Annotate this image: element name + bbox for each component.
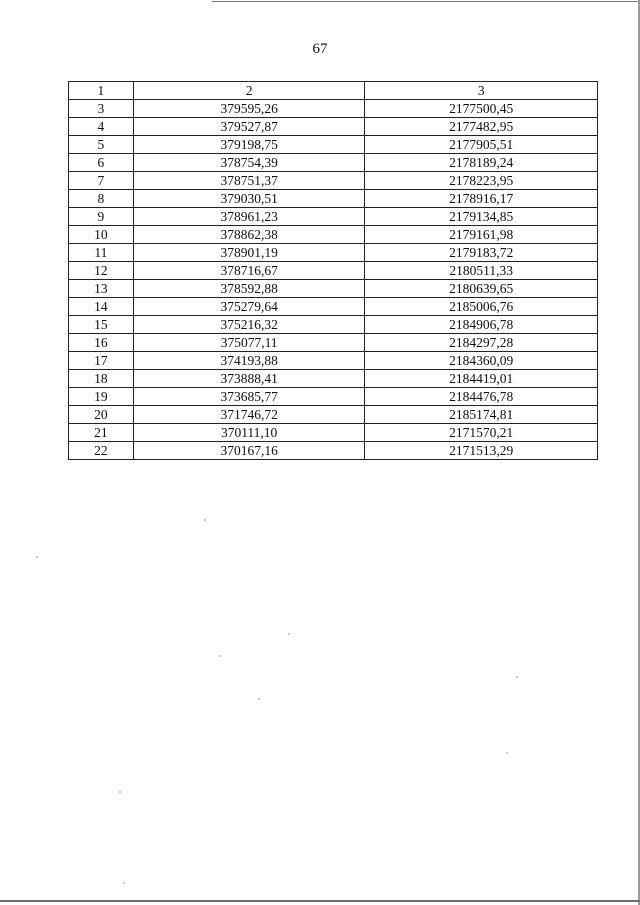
cell-y: 2179161,98	[365, 226, 598, 244]
table-header-row	[69, 82, 598, 100]
cell-point: 22	[69, 442, 134, 460]
table-row	[69, 370, 598, 388]
table-row	[69, 262, 598, 280]
cell-x: 375216,32	[133, 316, 365, 334]
cell-x: 370167,16	[133, 442, 365, 460]
cell-point: 12	[69, 262, 134, 280]
cell-y: 2184297,28	[365, 334, 598, 352]
cell-y: 2180511,33	[365, 262, 598, 280]
cell-point: 5	[69, 136, 134, 154]
table-row	[69, 208, 598, 226]
cell-y: 2184476,78	[365, 388, 598, 406]
cell-point: 8	[69, 190, 134, 208]
cell-x: 379595,26	[133, 100, 365, 118]
cell-x: 378751,37	[133, 172, 365, 190]
cell-x: 378961,23	[133, 208, 365, 226]
table-row	[69, 226, 598, 244]
scan-speck	[516, 676, 518, 678]
cell-point: 15	[69, 316, 134, 334]
cell-x: 379030,51	[133, 190, 365, 208]
table-row	[69, 118, 598, 136]
cell-point: 20	[69, 406, 134, 424]
cell-y: 2178189,24	[365, 154, 598, 172]
cell-point: 13	[69, 280, 134, 298]
cell-x: 379198,75	[133, 136, 365, 154]
table-row	[69, 100, 598, 118]
scan-speck	[258, 698, 260, 700]
cell-point: 19	[69, 388, 134, 406]
header-cell-y: 3	[365, 82, 598, 100]
cell-y: 2177482,95	[365, 118, 598, 136]
cell-y: 2177905,51	[365, 136, 598, 154]
scan-speck	[219, 655, 221, 657]
table-row	[69, 388, 598, 406]
cell-y: 2178916,17	[365, 190, 598, 208]
cell-y: 2171570,21	[365, 424, 598, 442]
cell-point: 18	[69, 370, 134, 388]
table-row	[69, 244, 598, 262]
cell-x: 373685,77	[133, 388, 365, 406]
cell-x: 371746,72	[133, 406, 365, 424]
coordinates-table	[68, 81, 598, 460]
cell-point: 7	[69, 172, 134, 190]
cell-point: 16	[69, 334, 134, 352]
table-row	[69, 316, 598, 334]
table-row	[69, 136, 598, 154]
cell-y: 2184419,01	[365, 370, 598, 388]
cell-x: 378901,19	[133, 244, 365, 262]
cell-y: 2179134,85	[365, 208, 598, 226]
cell-point: 17	[69, 352, 134, 370]
table-row	[69, 172, 598, 190]
scan-speck	[123, 882, 125, 884]
header-cell-point: 1	[69, 82, 134, 100]
cell-y: 2184360,09	[365, 352, 598, 370]
cell-point: 4	[69, 118, 134, 136]
table-row	[69, 406, 598, 424]
cell-point: 9	[69, 208, 134, 226]
cell-x: 370111,10	[133, 424, 365, 442]
cell-x: 379527,87	[133, 118, 365, 136]
scan-speck	[204, 519, 206, 521]
cell-y: 2184906,78	[365, 316, 598, 334]
table-row	[69, 442, 598, 460]
cell-point: 11	[69, 244, 134, 262]
cell-y: 2180639,65	[365, 280, 598, 298]
table-row	[69, 280, 598, 298]
cell-y: 2178223,95	[365, 172, 598, 190]
cell-point: 21	[69, 424, 134, 442]
header-cell-x: 2	[133, 82, 365, 100]
cell-y: 2177500,45	[365, 100, 598, 118]
cell-x: 378754,39	[133, 154, 365, 172]
cell-y: 2179183,72	[365, 244, 598, 262]
cell-x: 378862,38	[133, 226, 365, 244]
cell-x: 373888,41	[133, 370, 365, 388]
scan-speck	[288, 633, 290, 635]
table-row	[69, 352, 598, 370]
cell-point: 14	[69, 298, 134, 316]
cell-point: 10	[69, 226, 134, 244]
cell-y: 2185174,81	[365, 406, 598, 424]
cell-x: 378592,88	[133, 280, 365, 298]
table-row	[69, 190, 598, 208]
cell-y: 2171513,29	[365, 442, 598, 460]
cell-point: 3	[69, 100, 134, 118]
cell-x: 374193,88	[133, 352, 365, 370]
table-row	[69, 154, 598, 172]
scan-speck	[506, 752, 508, 754]
bottom-scan-rule	[0, 900, 640, 902]
table-row	[69, 424, 598, 442]
scan-speck	[36, 556, 38, 558]
page-number: 67	[312, 41, 328, 57]
cell-x: 375279,64	[133, 298, 365, 316]
top-scan-rule	[212, 1, 640, 2]
coordinates-table-body	[69, 82, 598, 460]
scan-speck	[119, 791, 121, 793]
cell-y: 2185006,76	[365, 298, 598, 316]
table-row	[69, 334, 598, 352]
cell-x: 378716,67	[133, 262, 365, 280]
cell-x: 375077,11	[133, 334, 365, 352]
table-row	[69, 298, 598, 316]
cell-point: 6	[69, 154, 134, 172]
